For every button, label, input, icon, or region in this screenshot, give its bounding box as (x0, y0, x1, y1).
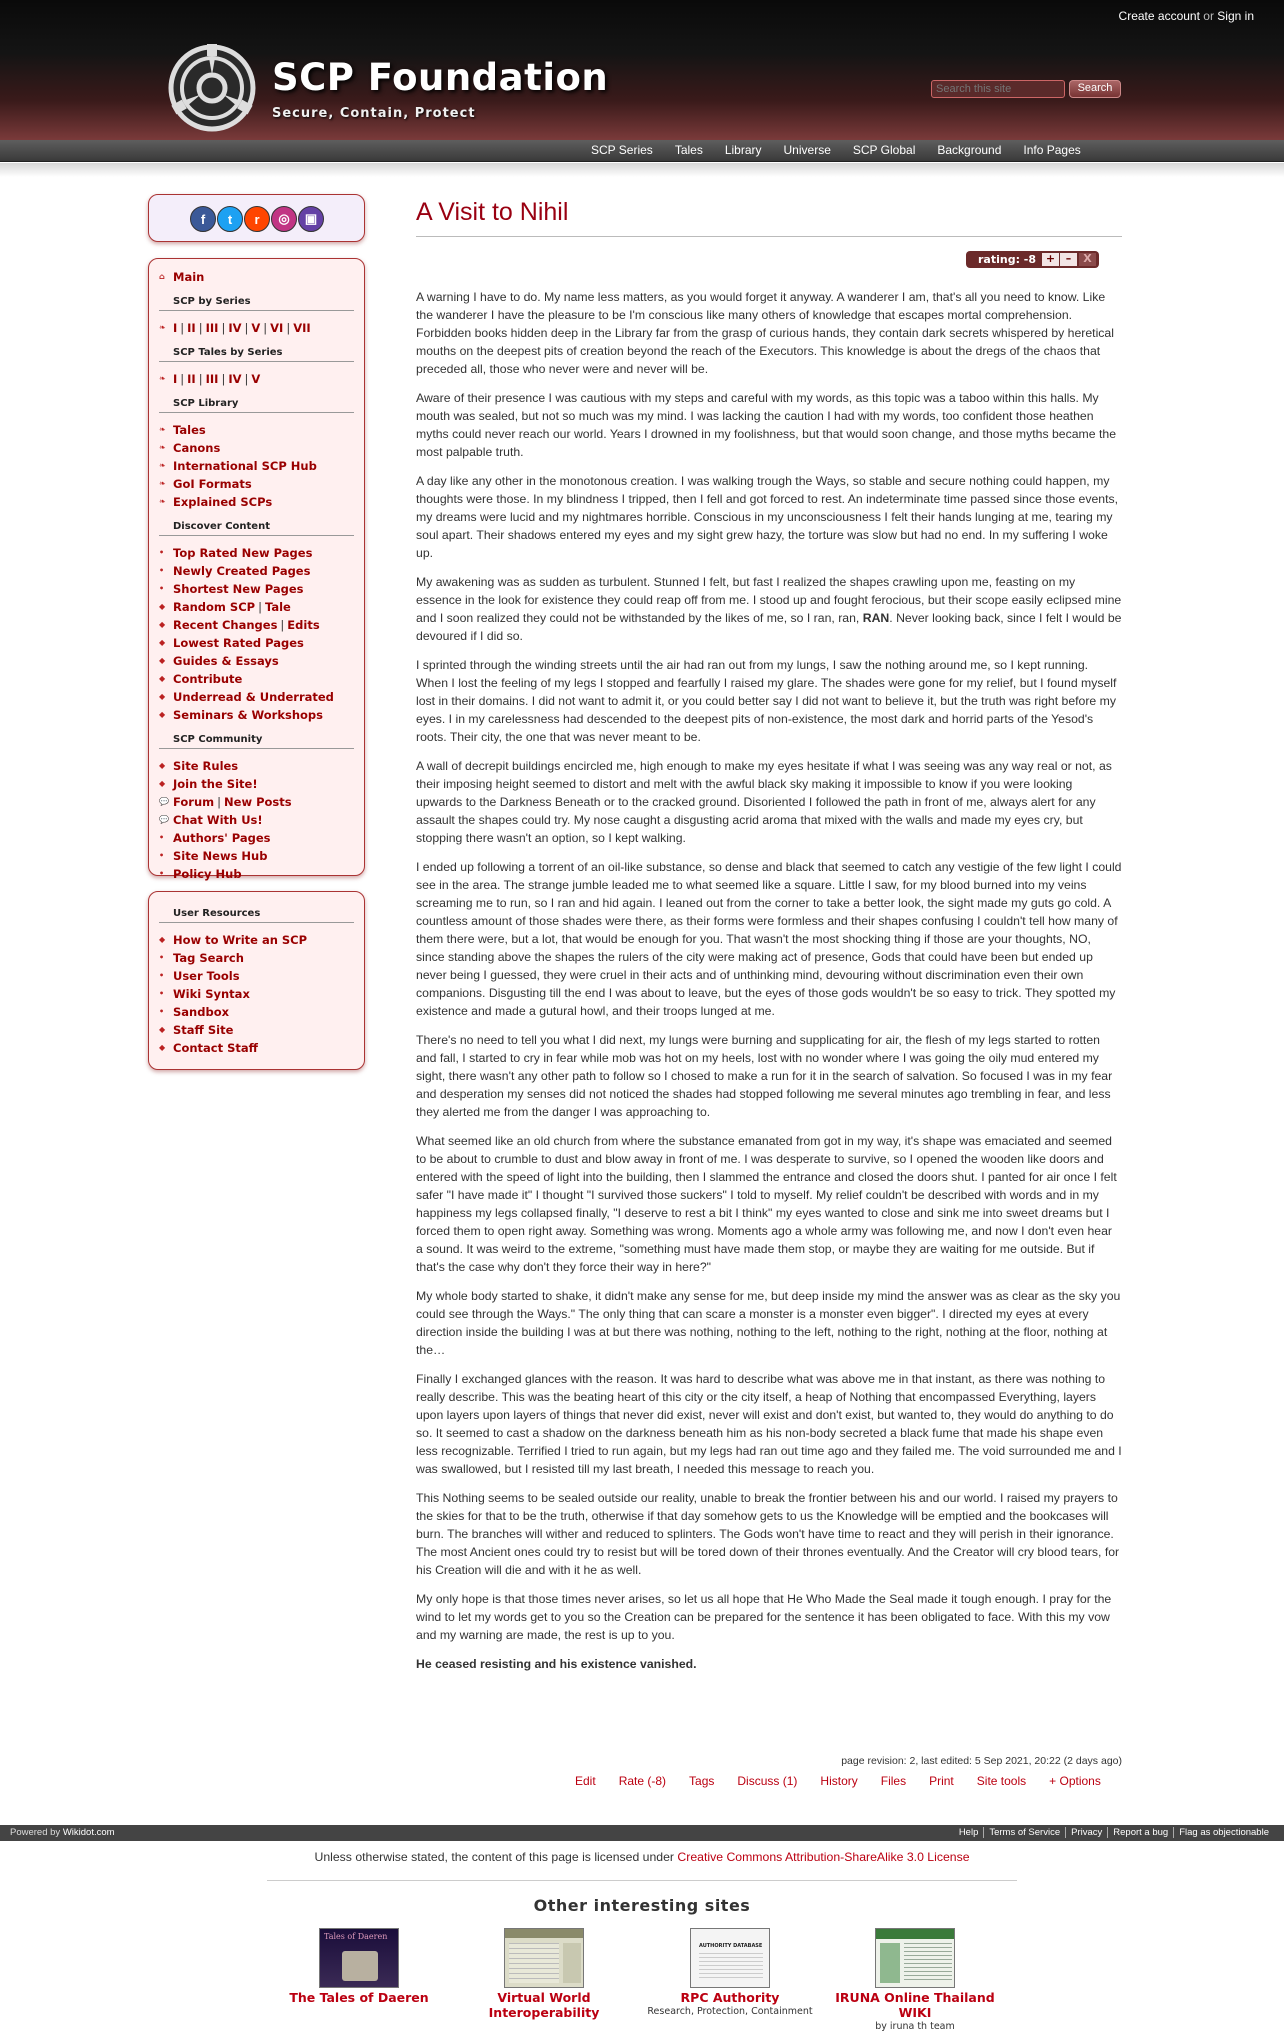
edit-button[interactable]: Edit (575, 1774, 596, 1788)
dot-icon: • (159, 1007, 165, 1016)
history-button[interactable]: History (820, 1774, 858, 1788)
top-nav-scp-global[interactable]: SCP Global (852, 143, 916, 157)
user-resources-box (148, 891, 365, 1070)
sidebar-item-tag-search[interactable]: • Tag Search (159, 951, 244, 965)
diamond-icon: ◆ (159, 674, 166, 683)
series-link-3[interactable]: III (205, 321, 219, 335)
powered-by: Powered by Wikidot.com (10, 1827, 115, 1838)
more-options-button[interactable]: + Options (1049, 1774, 1101, 1788)
footer-links (954, 1827, 1274, 1838)
paragraph-text: . Never looking back, since I felt I would be devoured if I did so. (416, 611, 1122, 643)
tales-series-link-1[interactable]: I (173, 372, 178, 386)
footer-flag-link[interactable]: Flag as objectionable (1173, 1827, 1274, 1838)
speech-bubble-icon: 💬 (159, 797, 169, 806)
recent-changes-link[interactable]: Recent Changes (173, 618, 278, 632)
footer-report-bug-link[interactable]: Report a bug (1107, 1827, 1173, 1838)
paragraph: This Nothing seems to be sealed outside our reality, unable to break the frontier between his and our world. I raised my prayers to the skies for that to be the truth, otherwise if that day somehow gets to us the Knowledge will be emptied and the bookcases will burn. The branches will wither and reduced to splinters. The Gods won't have time to react and they will perish in their ignorance. The most Ancient ones could try to resist but will be tored down of their thrones eventually. And the Creator will cry blood tears, for his Creation will die and with it he as well. (416, 1491, 1120, 1577)
paragraph-text: My awakening was as sudden as turbulent. Stunned I felt, but fast I realized the shapes crawling upon me, feasting on my essence in the look for existence they could reap off from me. I stood up and fought ferocious, but their scope easily eclipsed mine and I soon realized they could not be withstanded by the likes of me, so I ran, ran, (416, 575, 1122, 625)
paragraph: My only hope is that those times never arises, so let us all hope that He Who Made the Seal made it tough enough. I pray for the wind to let my words get to you so the Creation can be prepared for the sentence it has been obligated to face. With this my vow and my warning are made, the rest is up to you. (416, 1592, 1112, 1642)
rate-button[interactable]: Rate (-8) (618, 1774, 667, 1788)
site-tools-button[interactable]: Site tools (976, 1774, 1027, 1788)
twitch-icon[interactable]: ▣ (298, 206, 324, 232)
sidebar-heading-series: SCP by Series (159, 296, 354, 311)
dot-icon: • (159, 953, 165, 962)
diamond-icon: ◆ (159, 710, 166, 719)
sidebar-item-sandbox[interactable]: • Sandbox (159, 1005, 230, 1019)
sidebar-item-random: ◆ Random SCP | Tale (159, 600, 291, 614)
sidebar-series-row: ❧ I | II | III | IV | V | VI | VII (159, 321, 311, 335)
site-title[interactable]: SCP Foundation (272, 56, 609, 99)
license-link[interactable]: Creative Commons Attribution-ShareAlike 3.0 License (677, 1850, 970, 1864)
rate-up-button[interactable]: + (1042, 253, 1059, 266)
top-nav-tales[interactable]: Tales (674, 143, 703, 157)
sidebar-item-forum: 💬 Forum | New Posts (159, 795, 292, 809)
site-header (0, 0, 1284, 140)
sidebar-item-wiki-syntax[interactable]: • Wiki Syntax (159, 987, 250, 1001)
wikidot-link[interactable]: Wikidot.com (62, 1827, 115, 1838)
diamond-icon: ◆ (159, 1025, 166, 1034)
sidebar-heading-community: SCP Community (159, 734, 354, 749)
diamond-icon: ◆ (159, 656, 166, 665)
sidebar-item-goi-formats[interactable]: ❧ GoI Formats (159, 477, 252, 491)
random-scp-link[interactable]: Random SCP (173, 600, 256, 614)
sidebar-item-guides[interactable]: ◆ Guides & Essays (159, 654, 279, 668)
diamond-icon: ◆ (159, 761, 166, 770)
reddit-icon[interactable]: r (244, 206, 270, 232)
book-icon: ❧ (159, 374, 166, 383)
book-icon: ❧ (159, 461, 166, 470)
site-name[interactable]: RPC Authority (680, 1990, 780, 2005)
create-account-link[interactable]: Create account (1118, 9, 1200, 23)
twitter-icon[interactable]: t (217, 206, 243, 232)
sidebar-item-policy-hub[interactable]: • Policy Hub (159, 867, 242, 881)
dot-icon: • (159, 971, 165, 980)
rating-value: rating: -8 (978, 253, 1037, 266)
facebook-icon[interactable]: f (190, 206, 216, 232)
rate-down-button[interactable]: – (1060, 253, 1077, 266)
sidebar-item-staff-site[interactable]: ◆ Staff Site (159, 1023, 234, 1037)
paragraph: My whole body started to shake, it didn't make any sense for me, but deep inside my mind the answer was as clear as the sky you could see through the Ways." The only thing that can scare a monster is a monster even bigger". I directed my eyes at every direction inside the building I was at but there was nothing, nothing to the left, nothing to the right, nothing at the floor, nothing at the… (416, 1289, 1121, 1357)
diamond-icon: ◆ (159, 935, 166, 944)
sidebar-heading-tales-series: SCP Tales by Series (159, 347, 354, 362)
license-divider (267, 1880, 1017, 1881)
other-sites-heading: Other interesting sites (533, 1896, 751, 1915)
site-footer (0, 1825, 1284, 1841)
top-nav-scp-series[interactable]: SCP Series (591, 143, 653, 157)
book-icon: ❧ (159, 425, 166, 434)
search-input[interactable] (931, 80, 1065, 98)
dot-icon: • (159, 869, 165, 878)
book-icon: ❧ (159, 497, 166, 506)
paragraph: A day like any other in the monotonous creation. I was walking trough the Ways, so stable and secure nothing could happen, my thoughts were those. In my blindness I tripped, then I fell and got forced to rest. An indeterminate time passed since those events, my dreams were lucid and my nightmares horrible. Conscious in my unconsciousness I felt their hands lunging at me, tearing my soul apart. Their shadows entered my eyes and my sight grew hazy, the torture was slow but had no end. In my suffering I woke up. (416, 474, 1119, 560)
scp-logo-icon[interactable] (166, 42, 258, 134)
sidebar-item-explained-scps[interactable]: ❧ Explained SCPs (159, 495, 273, 509)
site-thumbnail[interactable] (875, 1928, 955, 1988)
diamond-icon: ◆ (159, 1043, 166, 1052)
social-links-box (148, 194, 365, 242)
tags-button[interactable]: Tags (689, 1774, 715, 1788)
sign-in-link[interactable]: Sign in (1217, 9, 1254, 23)
paragraph: I sprinted through the winding streets until the air had ran out from my lungs, I saw the nothing around me, so I kept running. When I lost the feeling of my legs I stopped and fearfully I raised my glare. The shades were gone for my relief, but I found myself lost in their domains. I did not want to admit it, or you could better say I did not want to believe it, but the truth was right before my eyes. I in my carelessness had descended to the deepest pits of non-existence, the most dark and horrid parts of the Yesod's roots. Their city, the one that was never meant to be. (416, 658, 1117, 744)
title-divider (416, 236, 1122, 237)
book-icon: ❧ (159, 479, 166, 488)
print-button[interactable]: Print (929, 1774, 954, 1788)
sidebar-item-newly-created[interactable]: • Newly Created Pages (159, 564, 311, 578)
page-revision-info: page revision: 2, last edited: 5 Sep 2021, 20:22 (2 days ago) (841, 1755, 1122, 1767)
book-icon: ❧ (159, 323, 166, 332)
site-name[interactable]: IRUNA Online Thailand WIKI (835, 1990, 995, 2020)
top-nav-background[interactable]: Background (937, 143, 1002, 157)
paragraph: What seemed like an old church from where the substance emanated from got in my way, it's shape was emaciated and seemed to be about to crumble to dust and blow away in front of me. I was desperate to survive, so I opened the wooden like doors and entered with the speed of light into the building, then I slammed the entrance and closed the doors shut. I panted for air once I felt safer "I have made it" I thought "I survived those suckers" I told to myself. My relief couldn't be described with words and in my happiness my legs collapsed finally, "I deserve to rest a bit I think" my eyes wanted to close and sink me into sweet dreams but I forced them to open right away. Something was wrong. Moments ago a whole army was following me, and now I don't even hear a sound. It was weird to the extreme, "something must have made them stop, or maybe they are waiting for me outside. But if that's the case why don't they force their way in here?" (416, 1134, 1117, 1274)
paragraph: A warning I have to do. My name less matters, as you would forget it anyway. A wanderer I am, that's all you need to know. Like the wanderer I have the pleasure to be I'm conscious like many others of knowledge that escapes mortal comprehension. Forbidden books hidden deep in the Library far from the grasp of curious hands, they contain dark secrets whispered by heretical mouths on the deepest pits of creation beyond the reach of the Executors. This knowledge is about the dregs of the chaos that preceded all, those who never were and never will be. (416, 290, 1114, 376)
sidebar-item-main[interactable]: ⌂ Main (159, 270, 205, 284)
paragraph: Finally I exchanged glances with the reason. It was hard to describe what was above me in that instant, as there was nothing to really describe. This was the beating heart of this city or the city itself, a heap of Nothing that encompassed Everything, layers upon layers upon layers of things that never did exist, never will exist and don't exist, but wanted to, they would do anything to do so. It seemed to cast a shadow on the darkness beneath him as his non-body secreted a black fume that made his shape even less recognizable. Terrified I tried to run again, but my legs had ran out time ago and they failed me. The void surrounded me and I was swallowed, but I resisted till my last breath, I needed this message to reach you. (416, 1372, 1122, 1476)
page-options-bar (575, 1774, 1124, 1788)
sidebar-item-chat[interactable]: 💬 Chat With Us! (159, 813, 263, 827)
home-icon: ⌂ (159, 272, 165, 281)
paragraph: I ended up following a torrent of an oil-like substance, so dense and black that seemed to catch any vestigie of the few light I could see in the area. The strange jumble leaded me to what seemed like a square. Little I saw, for my blood burned into my veins screaming me to run, so I ran and hid again. I leaned out from the corner to take a better look, the sight made my guts go cold. A countless amount of those shades were there, as their forms were formless and their shapes confusing I couldn't tell how many of them there were, but a lot, that would be enough for you. That wasn't the most shocking thing if those are your thoughts, NO, since standing above the shapes the rulers of the city were making act of presence, Gods that could have been but ended up never being I guessed, they were cruel in their acts and of unthinking mind, devouring without discrimination even their own companions. Disgusting till the end I was about to leave, but the eyes of those gods wouldn't be so easy to trick. They spotted my existence and made a gutural howl, and their troops lunged at me. (416, 860, 1122, 1018)
diamond-icon: ◆ (159, 638, 166, 647)
sidebar-item-join[interactable]: ◆ Join the Site! (159, 777, 258, 791)
site-tagline: Secure, Contain, Protect (272, 106, 476, 121)
other-site-card[interactable] (264, 1928, 454, 2005)
site-name[interactable]: Virtual World Interoperability (488, 1990, 600, 2020)
footer-terms-link[interactable]: Terms of Service (983, 1827, 1065, 1838)
dot-icon: • (159, 851, 165, 860)
diamond-icon: ◆ (159, 620, 166, 629)
sidebar-item-underread[interactable]: ◆ Underread & Underrated (159, 690, 334, 704)
site-name[interactable]: The Tales of Daeren (289, 1990, 429, 2005)
series-link-6[interactable]: VI (270, 321, 284, 335)
sidebar-item-user-tools[interactable]: • User Tools (159, 969, 240, 983)
site-subtitle: by iruna th team (875, 2021, 955, 2032)
series-link-5[interactable]: V (251, 321, 261, 335)
sidebar-item-canons[interactable]: ❧ Canons (159, 441, 221, 455)
account-or: or (1203, 9, 1214, 23)
instagram-icon[interactable]: ◎ (271, 206, 297, 232)
files-button[interactable]: Files (880, 1774, 907, 1788)
top-nav-info-pages[interactable]: Info Pages (1023, 143, 1081, 157)
discuss-button[interactable]: Discuss (1) (737, 1774, 798, 1788)
rating-module (966, 251, 1099, 268)
book-icon: ❧ (159, 443, 166, 452)
dot-icon: • (159, 548, 165, 557)
sidebar-item-how-to-write[interactable]: ◆ How to Write an SCP (159, 933, 308, 947)
site-thumbnail[interactable] (504, 1928, 584, 1988)
sidebar-item-authors[interactable]: • Authors' Pages (159, 831, 271, 845)
sidebar-item-recent: ◆ Recent Changes | Edits (159, 618, 320, 632)
sidebar-item-seminars[interactable]: ◆ Seminars & Workshops (159, 708, 324, 722)
series-link-2[interactable]: II (187, 321, 196, 335)
paragraph: A wall of decrepit buildings encircled me, high enough to make my eyes hesitate if what I was seeing was any way real or not, as their imposing height seemed to distort and melt with the awful black sky making it impossible to know if you were looking upwards to the Darkness Beneath or to the cracked ground. Disoriented I followed the path in front of me, always alert for any assault the shapes could try. My nose caught a disgusting acrid aroma that mixed with the walls and made my eyes cry, but stopping there wasn't an option, so I kept walking. (416, 759, 1112, 845)
site-thumbnail[interactable]: AUTHORITY DATABASE (690, 1928, 770, 1988)
dot-icon: • (159, 584, 165, 593)
sidebar-item-tales[interactable]: ❧ Tales (159, 423, 206, 437)
search-button[interactable]: Search (1069, 80, 1121, 98)
other-site-card[interactable] (635, 1928, 825, 2017)
dot-icon: • (159, 566, 165, 575)
paragraph: There's no need to tell you what I did next, my lungs were burning and supplicating for air, the flesh of my legs started to rotten and fall, I started to cry in fear while mob was hot on my heels, lost with no wonder where I was going the oily mud entered my sight, there wasn't any other path to follow so I chosed to make a run for it in the search of salvation. So focused I was in my fear and desperation my senses did not noticed the shades had stopped following me several minutes ago trembling in fear, and less they alerted me from the danger I was approaching to. (416, 1033, 1113, 1119)
site-subtitle: Research, Protection, Containment (647, 2006, 813, 2017)
top-nav-bar (0, 140, 1284, 162)
sidebar-item-contact-staff[interactable]: ◆ Contact Staff (159, 1041, 258, 1055)
diamond-icon: ◆ (159, 779, 166, 788)
sidebar-heading-library: SCP Library (159, 398, 354, 413)
sidebar-heading-resources: User Resources (159, 908, 354, 923)
sidebar-tales-series-row: ❧ I | II | III | IV | V (159, 372, 261, 386)
diamond-icon: ◆ (159, 602, 166, 611)
sidebar-item-shortest-new[interactable]: • Shortest New Pages (159, 582, 304, 596)
dot-icon: • (159, 989, 165, 998)
forum-link[interactable]: Forum (173, 795, 215, 809)
sidebar-navigation (148, 258, 365, 881)
final-line: He ceased resisting and his existence vanished. (416, 1657, 697, 1671)
tales-series-link-3[interactable]: III (205, 372, 219, 386)
tales-series-link-5[interactable]: V (251, 372, 261, 386)
speech-bubble-icon: 💬 (159, 815, 169, 824)
series-link-7[interactable]: VII (293, 321, 311, 335)
tales-series-link-4[interactable]: IV (228, 372, 242, 386)
sidebar-item-news-hub[interactable]: • Site News Hub (159, 849, 268, 863)
footer-privacy-link[interactable]: Privacy (1065, 1827, 1107, 1838)
series-link-4[interactable]: IV (228, 321, 242, 335)
tales-series-link-2[interactable]: II (187, 372, 196, 386)
dot-icon: • (159, 833, 165, 842)
account-bar (1119, 9, 1254, 23)
other-site-card[interactable] (820, 1928, 1010, 2032)
edits-link[interactable]: Edits (287, 618, 320, 632)
rate-cancel-button[interactable]: X (1079, 253, 1096, 266)
sidebar-item-contribute[interactable]: ◆ Contribute (159, 672, 243, 686)
emphasis-ran: RAN (862, 611, 890, 625)
sidebar-item-international-hub[interactable]: ❧ International SCP Hub (159, 459, 317, 473)
sidebar-heading-discover: Discover Content (159, 521, 354, 536)
new-posts-link[interactable]: New Posts (224, 795, 292, 809)
sidebar-item-site-rules[interactable]: ◆ Site Rules (159, 759, 239, 773)
sidebar-item-top-rated[interactable]: • Top Rated New Pages (159, 546, 313, 560)
series-link-1[interactable]: I (173, 321, 178, 335)
top-nav-universe[interactable]: Universe (783, 143, 831, 157)
other-site-card[interactable] (449, 1928, 639, 2020)
paragraph: Aware of their presence I was cautious with my steps and careful with my words, as this topic was a taboo within this halls. My mouth was sealed, but not so much was my mind. I was lacking the caution I had with my words, too confident those heathen myths could never reach our world. Years I drowned in my foolishness, but that would soon change, and those myths became the most palpable truth. (416, 391, 1117, 459)
page-title: A Visit to Nihil (416, 198, 569, 226)
footer-help-link[interactable]: Help (958, 1827, 979, 1838)
random-tale-link[interactable]: Tale (264, 600, 291, 614)
top-nav-library[interactable]: Library (724, 143, 762, 157)
site-thumbnail[interactable]: Tales of Daeren (319, 1928, 399, 1988)
header-shadow (0, 163, 1284, 177)
paragraph (416, 573, 1122, 645)
diamond-icon: ◆ (159, 692, 166, 701)
sidebar-item-lowest-rated[interactable]: ◆ Lowest Rated Pages (159, 636, 304, 650)
license-notice: Unless otherwise stated, the content of this page is licensed under Creative Commons Attribution-ShareAlike 3.0 License (314, 1850, 970, 1864)
page-content (416, 288, 1122, 1684)
